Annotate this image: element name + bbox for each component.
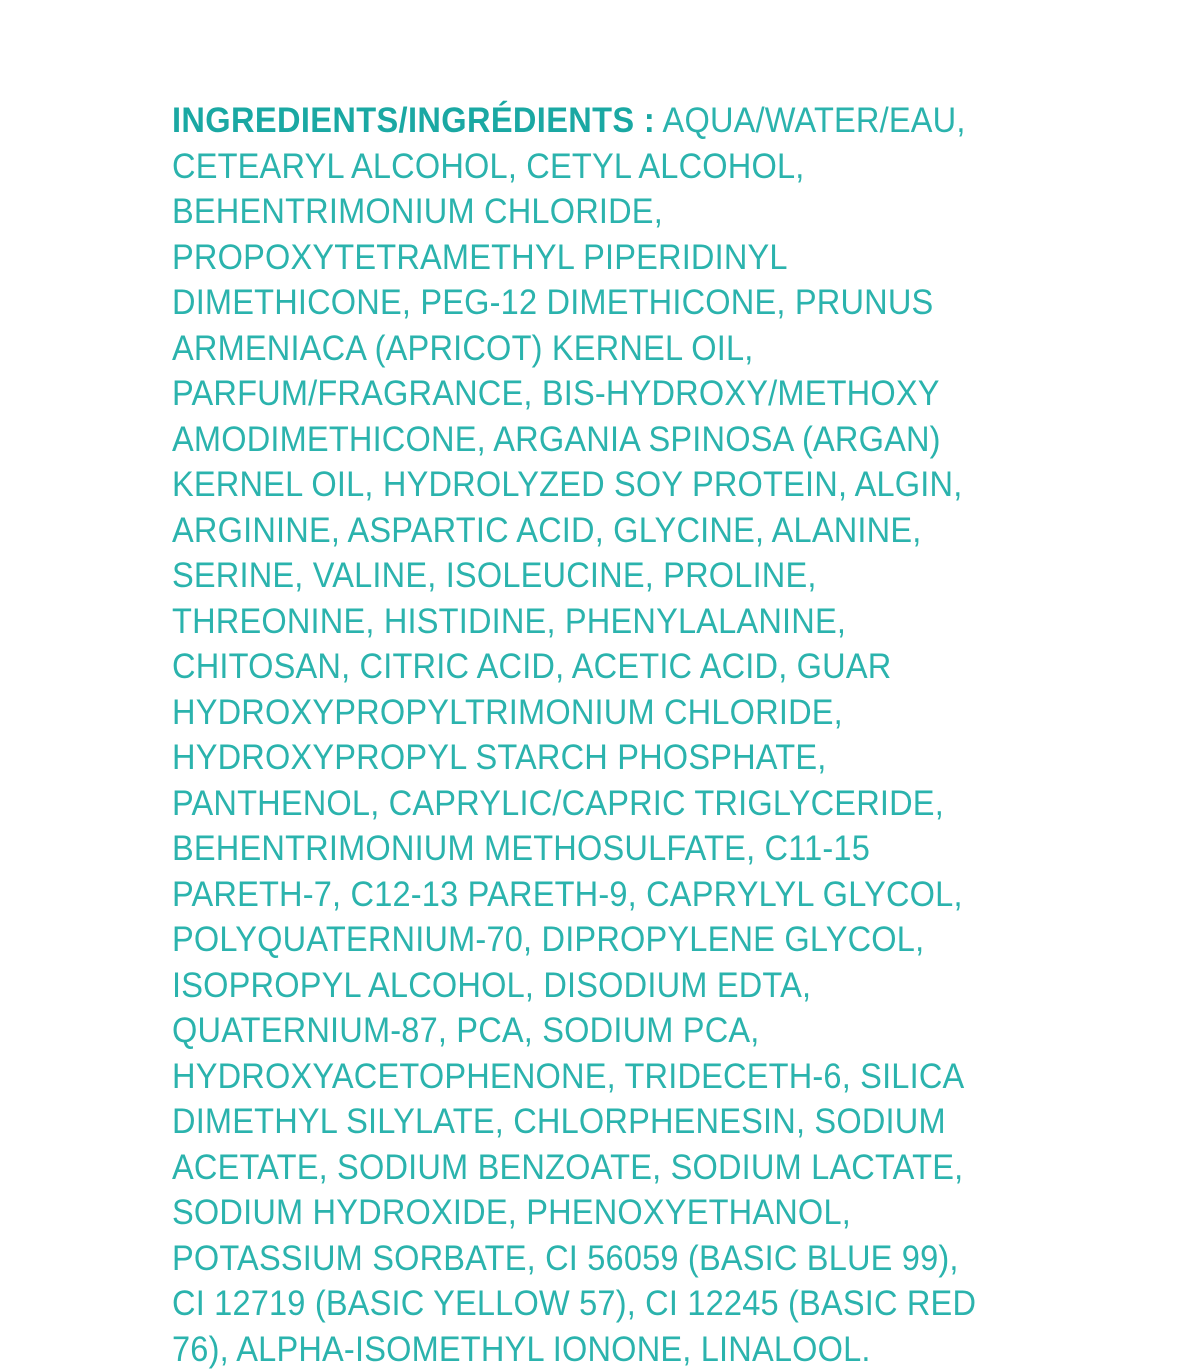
ingredients-line: BEHENTRIMONIUM METHOSULFATE, C11-15 PARETH-7, <box>172 829 870 914</box>
ingredients-body <box>172 101 976 1369</box>
ingredients-line: HYDROXYACETOPHENONE, TRIDECETH-6, SILICA DIMETHYL <box>172 1056 963 1141</box>
ingredients-line: PANTHENOL, CAPRYLIC/CAPRIC TRIGLYCERIDE, <box>172 783 944 823</box>
ingredients-line: ALCOHOL, CETYL ALCOHOL, BEHENTRIMONIUM CHLORIDE, <box>172 146 805 231</box>
ingredients-line: AMODIMETHICONE, ARGANIA SPINOSA (ARGAN) KERNEL OIL, <box>172 419 941 504</box>
ingredients-line: THREONINE, HISTIDINE, PHENYLALANINE, CHITOSAN, CITRIC <box>172 601 847 686</box>
ingredients-heading: INGREDIENTS/INGRÉDIENTS : <box>172 101 656 140</box>
ingredients-line: GLYCINE, ALANINE, SERINE, VALINE, ISOLEUCINE, PROLINE, <box>172 510 922 595</box>
ingredients-line: BLUE 99), CI 12719 (BASIC YELLOW 57), CI 12245 (BASIC RED <box>172 1238 977 1323</box>
ingredients-line: 76), ALPHA-ISOMETHYL IONONE, LINALOOL. <box>172 1329 871 1369</box>
ingredients-line: ACID, ACETIC ACID, GUAR HYDROXYPROPYLTRIMONIUM <box>172 647 892 732</box>
ingredients-line: PROPOXYTETRAMETHYL PIPERIDINYL DIMETHICONE, PEG-12 <box>172 237 787 322</box>
ingredients-line: DIMETHICONE, PRUNUS ARMENIACA (APRICOT) KERNEL OIL, <box>172 283 934 368</box>
ingredients-line: SILYLATE, CHLORPHENESIN, SODIUM ACETATE, SODIUM <box>172 1102 946 1187</box>
ingredients-line: CHLORIDE, HYDROXYPROPYL STARCH PHOSPHATE, <box>172 692 843 777</box>
ingredients-line: QUATERNIUM-87, PCA, SODIUM PCA, <box>172 1011 760 1050</box>
ingredients-line: BENZOATE, SODIUM LACTATE, SODIUM HYDROXIDE, <box>172 1147 964 1232</box>
ingredients-line: C12-13 PARETH-9, CAPRYLYL GLYCOL, POLYQUATERNIUM-70, <box>172 874 963 959</box>
ingredients-line: PARFUM/FRAGRANCE, BIS-HYDROXY/METHOXY <box>172 374 940 413</box>
ingredients-text-block <box>172 98 981 1372</box>
ingredients-line: DIPROPYLENE GLYCOL, ISOPROPYL ALCOHOL, DISODIUM EDTA, <box>172 920 925 1005</box>
ingredients-line: AQUA/WATER/EAU, CETEARYL <box>172 101 966 186</box>
ingredients-line: PHENOXYETHANOL, POTASSIUM SORBATE, CI 56059 (BASIC <box>172 1193 851 1278</box>
ingredients-line: HYDROLYZED SOY PROTEIN, ALGIN, ARGININE, ASPARTIC ACID, <box>172 465 963 550</box>
